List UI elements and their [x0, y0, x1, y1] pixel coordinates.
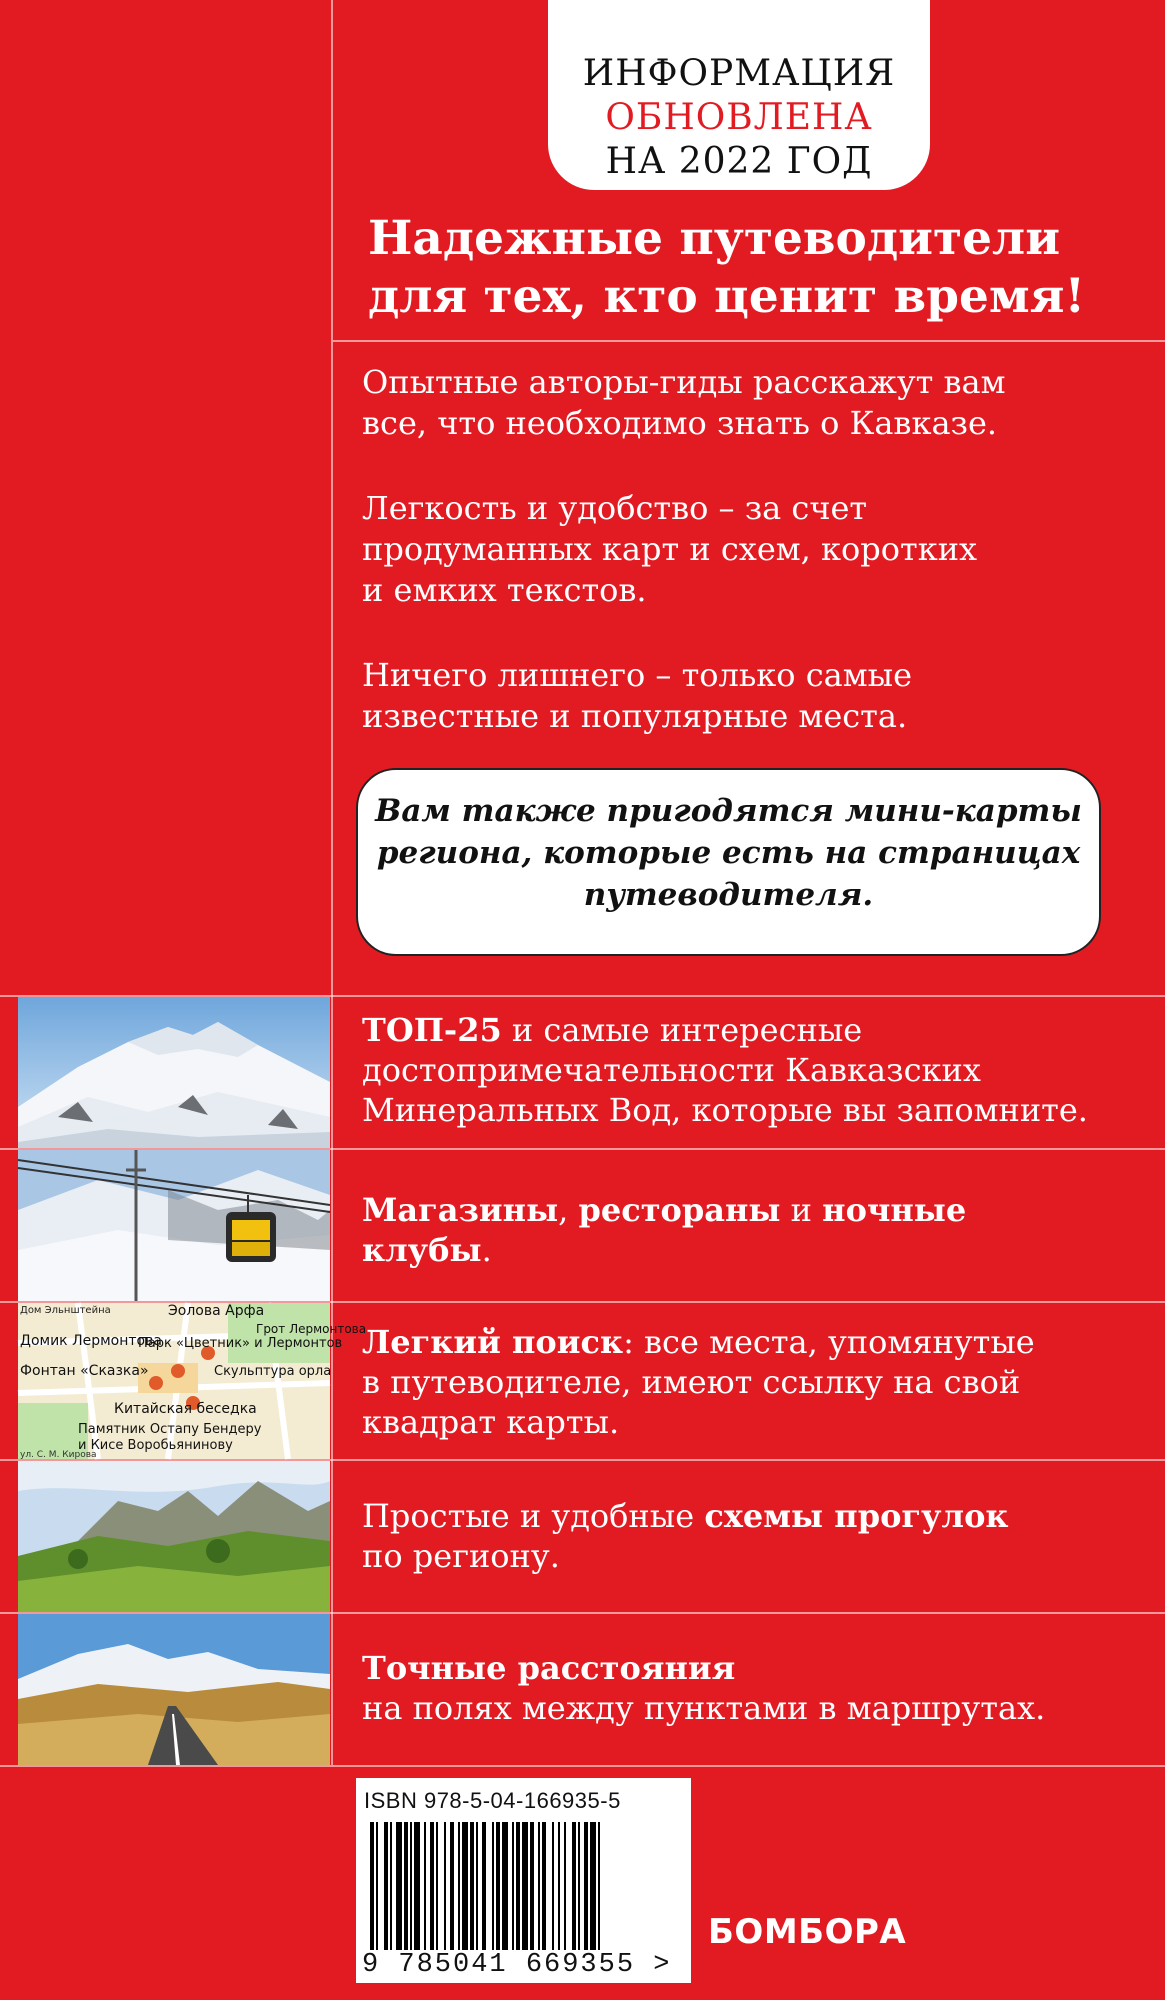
feature-walking-routes	[362, 1496, 1152, 1576]
feature-line: Минеральных Вод, которые вы запомните.	[362, 1091, 1088, 1129]
feature-text: : все места, упомянутые	[623, 1323, 1035, 1361]
callout-line: региона, которые есть на страницах	[376, 835, 1081, 871]
intro-paragraph	[362, 362, 1132, 444]
feature-top25	[362, 1010, 1152, 1130]
feature-bold: схемы прогулок	[704, 1497, 1009, 1535]
photo-cable-car	[18, 1150, 330, 1301]
paragraph-line: все, что необходимо знать о Кавказе.	[362, 404, 998, 442]
feature-bold: ТОП-25	[362, 1011, 502, 1049]
updated-info-badge	[548, 0, 930, 190]
callout-line: путеводителя.	[583, 877, 874, 913]
feature-text: и самые интересные	[501, 1011, 863, 1049]
paragraph-line: продуманных карт и схем, коротких	[362, 530, 978, 568]
barcode-icon	[370, 1822, 678, 1950]
map-label: Домик Лермонтова	[20, 1333, 162, 1349]
divider-line	[333, 340, 1165, 342]
feature-bold: рестораны	[578, 1191, 781, 1229]
paragraph-line: известные и популярные места.	[362, 697, 908, 735]
feature-text: Простые и удобные	[362, 1497, 705, 1535]
feature-shops	[362, 1190, 1152, 1270]
slogan-heading	[368, 210, 1128, 326]
badge-line: НА 2022 ГОД	[605, 141, 873, 182]
map-label: Памятник Остапу Бендеру	[78, 1422, 262, 1437]
feature-line: в путеводителе, имеют ссылку на свой	[362, 1363, 1021, 1401]
feature-bold: Магазины	[362, 1191, 559, 1229]
feature-bold: ночные	[822, 1191, 967, 1229]
intro-paragraph	[362, 655, 1132, 737]
map-label: Китайская беседка	[114, 1401, 257, 1417]
feature-line: достопримечательности Кавказских	[362, 1051, 981, 1089]
divider-line	[0, 1765, 1165, 1767]
photo-green-hills	[18, 1461, 330, 1612]
map-label: Парк «Цветник» и Лермонтов	[138, 1336, 343, 1351]
mini-maps-callout	[356, 768, 1101, 956]
feature-line: на полях между пунктами в маршрутах.	[362, 1689, 1046, 1727]
map-label: Скульптура орла	[214, 1364, 332, 1379]
feature-text: и	[780, 1191, 823, 1229]
photo-mountain-road	[18, 1614, 330, 1765]
paragraph-line: Ничего лишнего – только самые	[362, 656, 913, 694]
paragraph-line: Легкость и удобство – за счет	[362, 489, 868, 527]
feature-text: ,	[558, 1191, 579, 1229]
feature-bold: Точные расстояния	[362, 1649, 736, 1687]
feature-easy-search	[362, 1322, 1152, 1442]
paragraph-line: и емких текстов.	[362, 571, 647, 609]
barcode-digits: 9 785041 669355 >	[362, 1950, 672, 1980]
feature-bold: клубы	[362, 1231, 482, 1269]
map-label: и Кисе Воробьянинову	[78, 1438, 233, 1453]
slogan-line: Надежные путеводители	[368, 211, 1061, 266]
callout-line: Вам также пригодятся мини-карты	[375, 793, 1082, 829]
map-label: Дом Эльнштейна	[20, 1305, 111, 1316]
feature-bold: Легкий поиск	[362, 1323, 624, 1361]
publisher-logo: БОМБОРА	[708, 1912, 907, 1952]
photo-city-map	[18, 1303, 367, 1460]
badge-line-highlight: ОБНОВЛЕНА	[605, 97, 873, 138]
isbn-text: ISBN 978-5-04-166935-5	[364, 1788, 621, 1813]
feature-text: .	[481, 1231, 492, 1269]
map-label: Грот Лермонтова	[256, 1322, 367, 1336]
badge-line: ИНФОРМАЦИЯ	[582, 53, 896, 94]
paragraph-line: Опытные авторы-гиды расскажут вам	[362, 363, 1006, 401]
vertical-guide-line	[331, 0, 333, 1765]
photo-elbrus-mountains	[18, 997, 330, 1148]
feature-distances	[362, 1648, 1152, 1728]
feature-line: по региону.	[362, 1537, 560, 1575]
map-label: Фонтан «Сказка»	[20, 1363, 149, 1379]
slogan-line: для тех, кто ценит время!	[368, 269, 1086, 324]
map-label: ул. С. М. Кирова	[20, 1450, 97, 1460]
feature-line: квадрат карты.	[362, 1403, 620, 1441]
isbn-barcode	[356, 1778, 691, 1983]
map-label: Эолова Арфа	[168, 1303, 265, 1319]
intro-paragraph	[362, 488, 1132, 611]
